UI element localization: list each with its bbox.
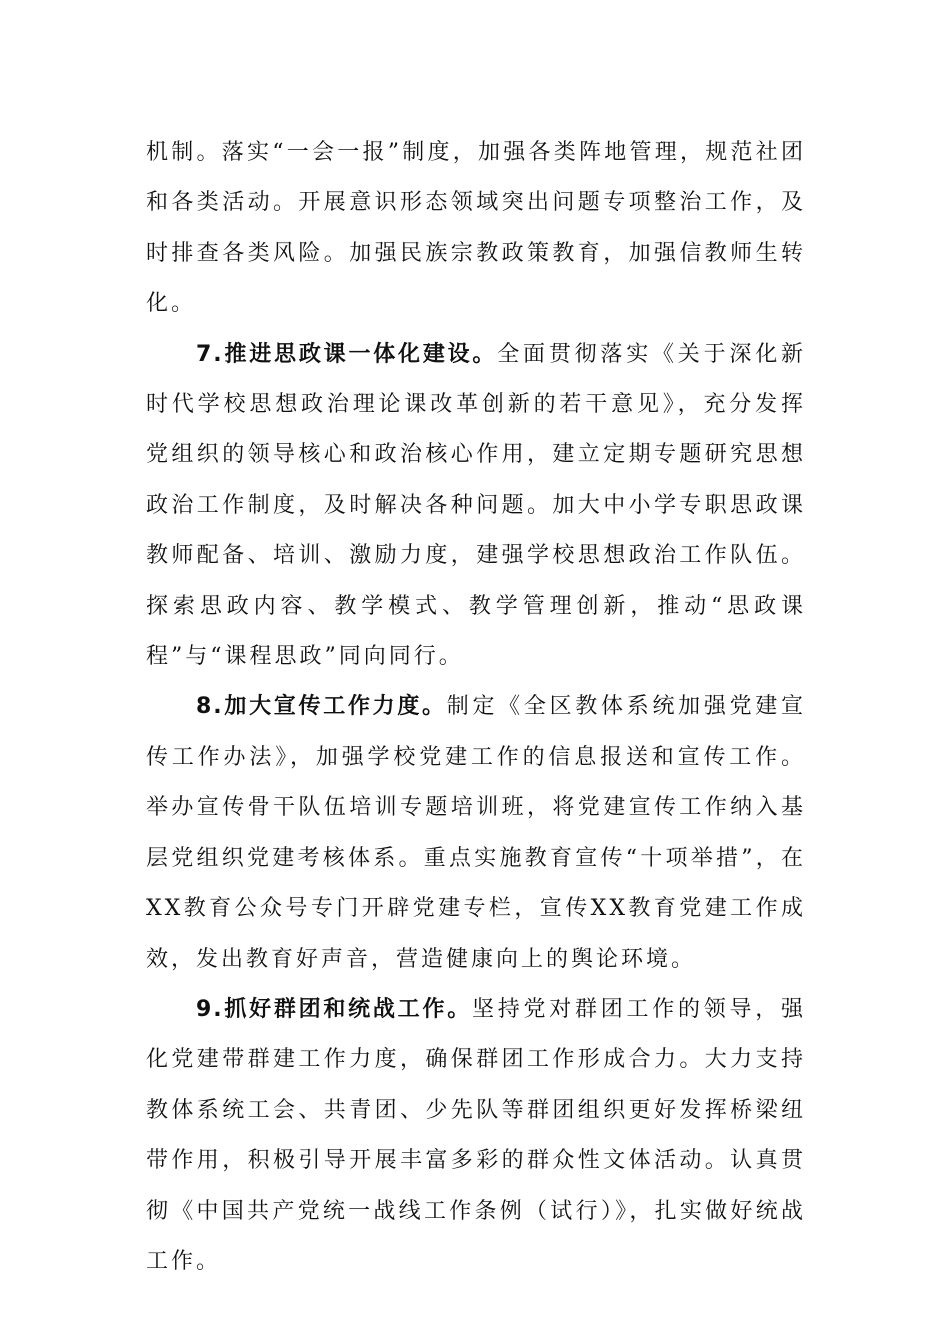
paragraph-item-8 (146, 682, 806, 984)
paragraph-continuation (146, 128, 806, 330)
paragraph-heading: 7.推进思政课一体化建设。 (196, 341, 498, 367)
paragraph-text: 全面贯彻落实《关于深化新时代学校思想政治理论课改革创新的若干意见》，充分发挥党组织的领导核心和政治核心作用，建立定期专题研究思想政治工作制度，及时解决各种问题。加大中小学专职思政课教师配备、培训、激励力度，建强学校思想政治工作队伍。探索思政内容、教学模式、教学管理创新，推动“思政课程”与“课程思政”同向同行。 (146, 341, 806, 670)
paragraph-text: 制定《全区教体系统加强党建宣传工作办法》，加强学校党建工作的信息报送和宣传工作。举办宣传骨干队伍培训专题培训班，将党建宣传工作纳入基层党组织党建考核体系。重点实施教育宣传“十项举措”，在XX教育公众号专门开辟党建专栏，宣传XX教育党建工作成效，发出教育好声音，营造健康向上的舆论环境。 (146, 694, 806, 972)
paragraph-item-7 (146, 330, 806, 683)
paragraph-item-9 (146, 985, 806, 1287)
paragraph-text: 机制。落实“一会一报”制度，加强各类阵地管理，规范社团和各类活动。开展意识形态领域突出问题专项整治工作，及时排查各类风险。加强民族宗教政策教育，加强信教师生转化。 (146, 140, 806, 317)
paragraph-heading: 9.抓好群团和统战工作。 (196, 996, 472, 1022)
paragraph-heading: 8.加大宣传工作力度。 (196, 694, 447, 720)
document-body (146, 128, 806, 1287)
paragraph-text: 坚持党对群团工作的领导，强化党建带群建工作力度，确保群团工作形成合力。大力支持教体系统工会、共青团、少先队等群团组织更好发挥桥梁纽带作用，积极引导开展丰富多彩的群众性文体活动。认真贯彻《中国共产党统一战线工作条例（试行）》，扎实做好统战工作。 (146, 996, 806, 1274)
